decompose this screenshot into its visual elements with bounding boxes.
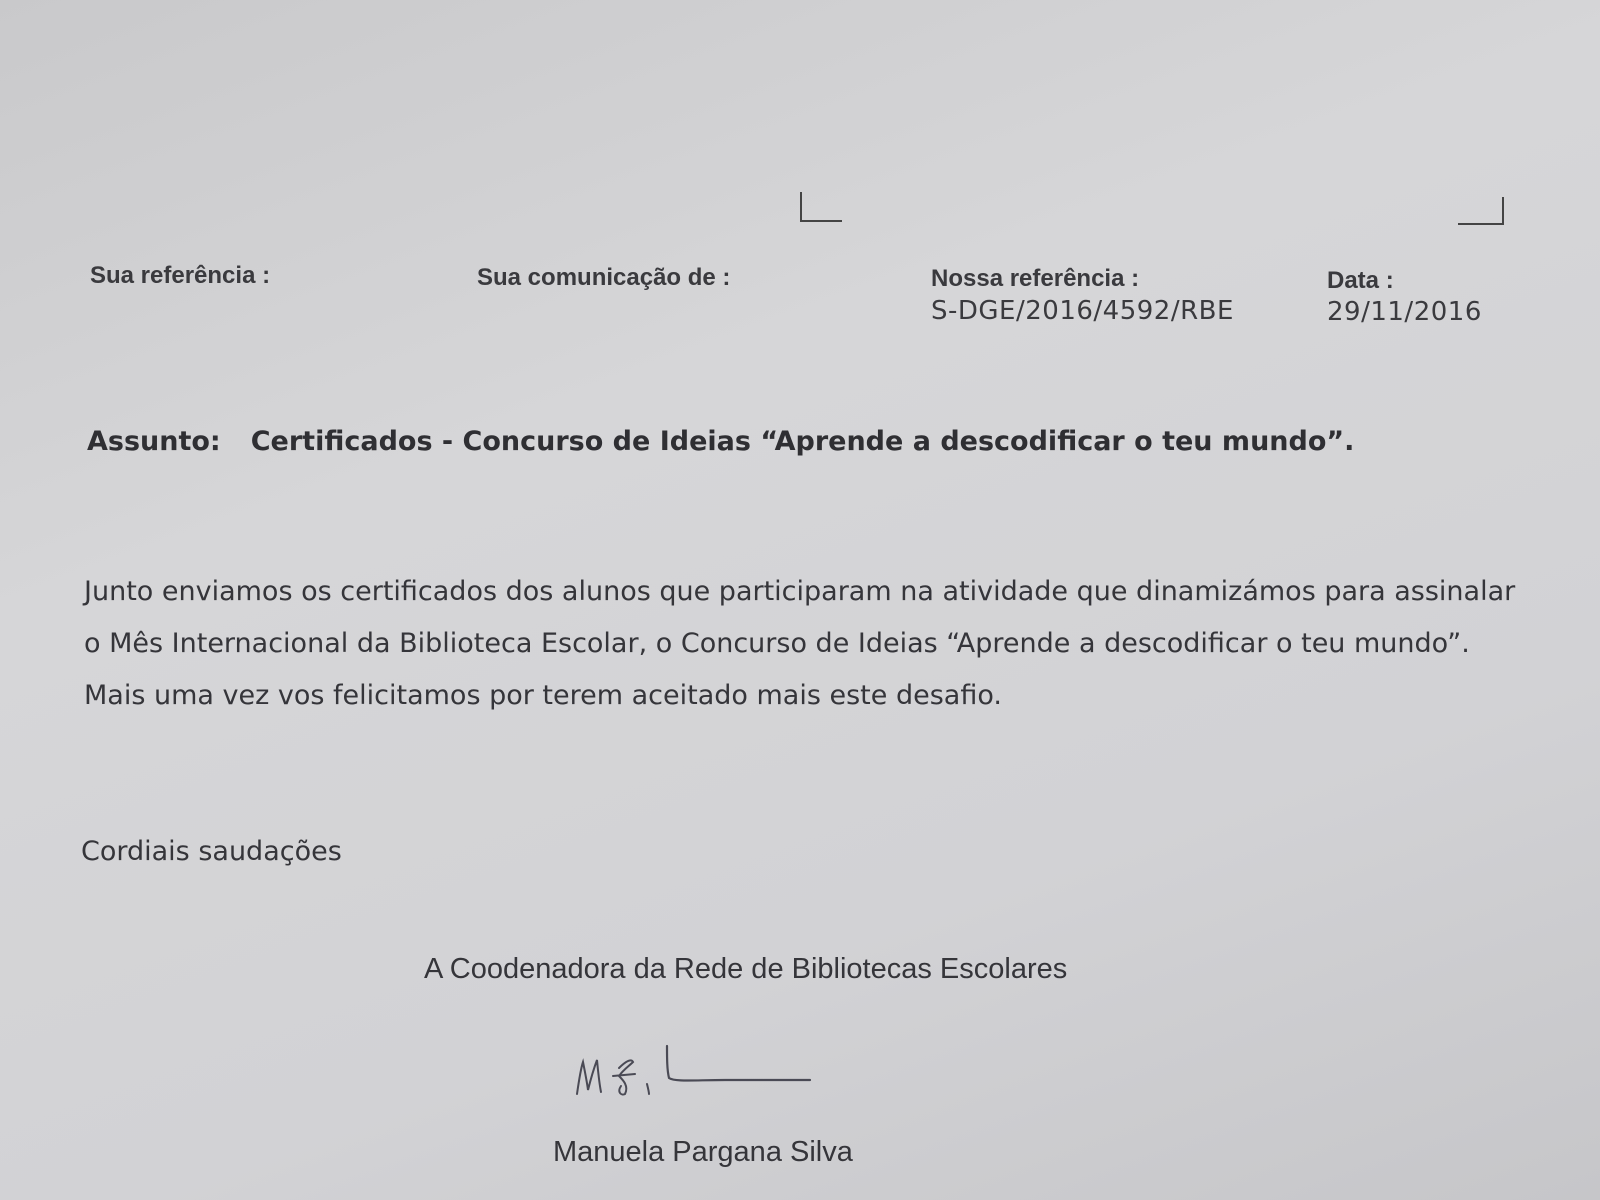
address-window-corner-left (800, 192, 842, 222)
data-label: Data : (1327, 267, 1394, 294)
handwritten-signature (575, 1040, 815, 1100)
signatory-role: A Coodenadora da Rede de Bibliotecas Escolares (424, 953, 1068, 985)
body-paragraph-1: Junto enviamos os certificados dos alunos que participaram na atividade que dinamizámos para assinalar o Mês Internacional da Biblioteca Escolar, o Concurso de Ideias “Aprende a descodificar o teu mundo”. (84, 576, 1516, 659)
signatory-name: Manuela Pargana Silva (553, 1136, 853, 1168)
sua-comunicacao-label: Sua comunicação de : (477, 264, 731, 291)
body-paragraph-2: Mais uma vez vos felicitamos por terem aceitado mais este desafio. (84, 680, 1002, 711)
closing-greeting: Cordiais saudações (81, 836, 342, 867)
subject-line (87, 426, 1354, 457)
nossa-referencia-value: S-DGE/2016/4592/RBE (931, 296, 1234, 326)
data-value: 29/11/2016 (1327, 297, 1482, 327)
letter-body (84, 566, 1524, 722)
sua-referencia-label: Sua referência : (90, 262, 271, 289)
nossa-referencia-label: Nossa referência : (931, 265, 1140, 292)
subject-label: Assunto: (87, 426, 221, 457)
subject-text: Certificados - Concurso de Ideias “Aprende a descodificar o teu mundo”. (250, 426, 1355, 457)
address-window-corner-right (1458, 197, 1504, 225)
